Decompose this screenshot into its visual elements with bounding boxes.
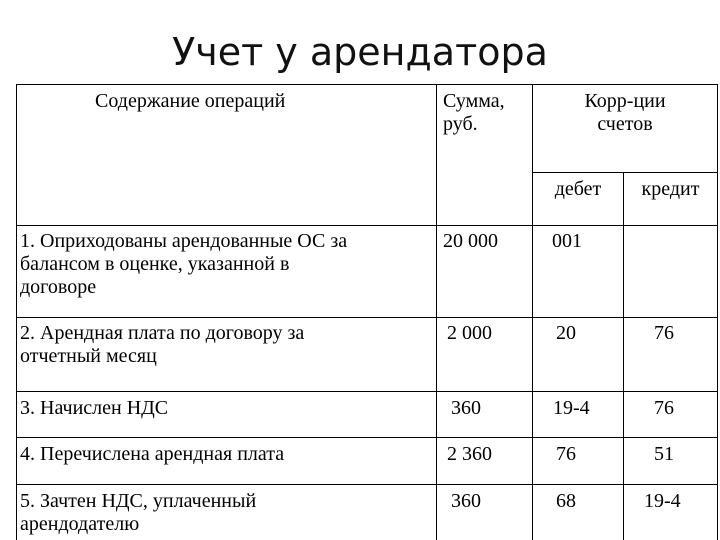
subheader-divider [532,172,718,173]
column-divider [436,84,437,540]
row-5-debit: 68 [556,490,576,512]
table-border-top [16,84,718,85]
row-1-debit: 001 [552,230,582,252]
row-5-operation: 5. Зачтен НДС, уплаченный арендодателю [20,490,257,535]
header-sum: Сумма, руб. [443,90,505,135]
slide-title: Учет у арендатора [172,30,548,74]
row-2-operation: 2. Арендная плата по договору за отчетный месяц [20,322,305,367]
row-divider [16,484,718,485]
column-divider [532,84,533,540]
header-debit: дебет [554,178,602,200]
table-border-left [16,84,17,540]
row-4-operation: 4. Перечислена арендная плата [20,443,285,465]
row-3-sum: 360 [451,397,481,419]
header-correspondence: Корр-ции счетов [584,90,666,135]
header-credit: кредит [641,178,700,200]
row-1-operation: 1. Оприходованы арендованные ОС за балансом в оценке, указанной в договоре [20,230,348,298]
row-3-debit: 19-4 [553,397,590,419]
row-3-operation: 3. Начислен НДС [20,397,169,419]
row-divider [16,317,718,318]
row-4-credit: 51 [654,443,674,465]
header-bottom-line [16,225,718,226]
row-3-credit: 76 [654,397,674,419]
row-divider [16,391,718,392]
column-divider [623,172,624,540]
row-4-sum: 2 360 [447,443,492,465]
row-5-sum: 360 [451,490,481,512]
row-2-sum: 2 000 [447,322,492,344]
row-divider [16,437,718,438]
row-1-sum: 20 000 [443,230,498,252]
row-2-debit: 20 [556,322,576,344]
header-content: Содержание операций [95,90,286,112]
row-5-credit: 19-4 [644,490,681,512]
row-4-debit: 76 [556,443,576,465]
row-2-credit: 76 [654,322,674,344]
table-border-right [717,84,718,540]
